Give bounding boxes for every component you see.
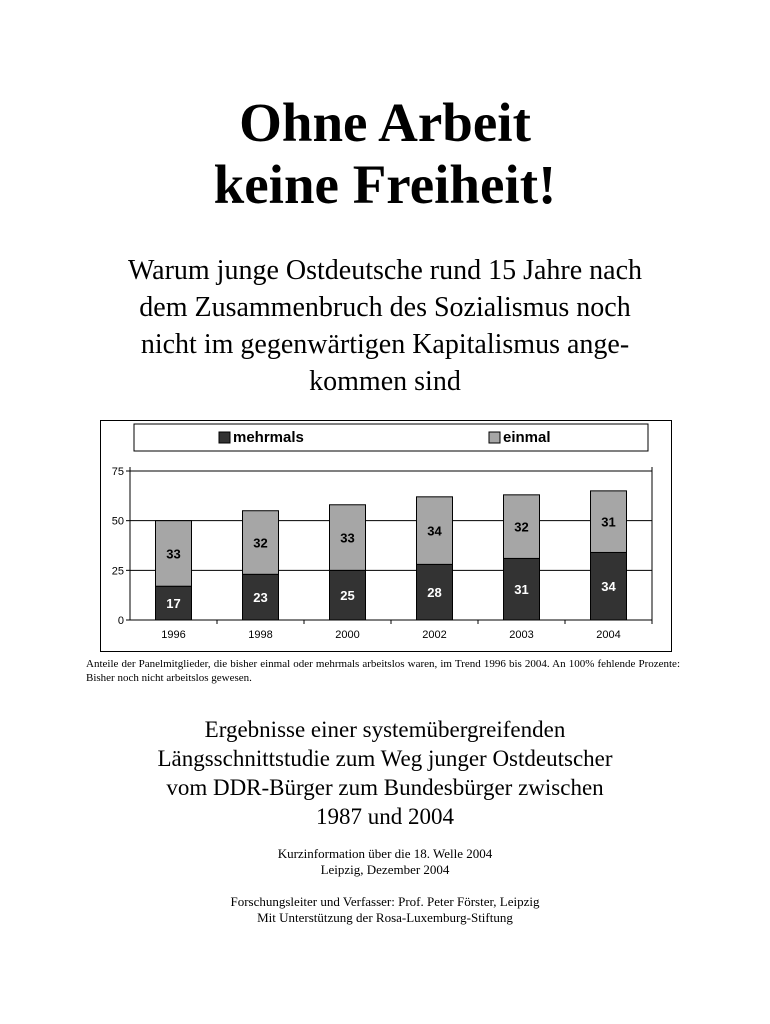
data-label-einmal-2002: 34 (427, 523, 442, 539)
results-line-4: 1987 und 2004 (316, 804, 454, 829)
data-label-einmal-1998: 32 (253, 535, 268, 551)
stacked-bar-chart (100, 420, 672, 652)
x-tick-label-1998: 1998 (248, 629, 273, 641)
document-subtitle (85, 252, 685, 400)
data-label-einmal-1996: 33 (166, 546, 181, 562)
data-label-mehrmals-1996: 17 (166, 596, 181, 612)
info-line-2: Leipzig, Dezember 2004 (320, 862, 450, 877)
chart-caption: Anteile der Panelmitglieder, die bisher einmal oder mehrmals arbeitslos waren, im Trend 1996 bis 2004. An 100% fehlende Prozente: Bisher noch nicht arbeitslos gewesen. (86, 658, 680, 684)
legend-swatch-mehrmals (219, 432, 230, 443)
title-line-2: keine Freiheit! (213, 154, 557, 215)
subtitle-line-3: nicht im gegenwärtigen Kapitalismus ange- (140, 329, 630, 360)
results-line-2: Längsschnittstudie zum Weg junger Ostdeutscher (157, 746, 613, 771)
document-title (0, 92, 770, 216)
x-tick-label-1996: 1996 (161, 629, 186, 641)
data-label-mehrmals-2000: 25 (340, 588, 355, 604)
legend-label-mehrmals: mehrmals (233, 429, 304, 446)
title-line-1: Ohne Arbeit (239, 92, 531, 153)
subtitle-line-2: dem Zusammenbruch des Sozialismus noch (139, 292, 631, 323)
data-label-einmal-2000: 33 (340, 530, 355, 546)
subtitle-line-1: Warum junge Ostdeutsche rund 15 Jahre nach (127, 255, 643, 286)
info-line-3: Forschungsleiter und Verfasser: Prof. Peter Förster, Leipzig (230, 894, 540, 909)
legend-box (134, 424, 648, 451)
x-tick-label-2000: 2000 (335, 629, 360, 641)
legend-label-einmal: einmal (503, 429, 551, 446)
info-line-1: Kurzinformation über die 18. Welle 2004 (277, 846, 493, 861)
y-tick-label-50: 50 (111, 515, 124, 528)
subtitle-line-4: kommen sind (309, 366, 461, 397)
publication-info (0, 846, 770, 878)
data-label-mehrmals-2002: 28 (427, 585, 442, 601)
info-line-4: Mit Unterstützung der Rosa-Luxemburg-Stiftung (257, 910, 513, 925)
data-label-mehrmals-1998: 23 (253, 590, 268, 606)
data-label-einmal-2003: 32 (514, 519, 529, 535)
data-label-einmal-2004: 31 (601, 514, 616, 530)
data-label-mehrmals-2004: 34 (601, 579, 616, 595)
x-tick-label-2002: 2002 (422, 629, 447, 641)
y-tick-label-0: 0 (117, 615, 124, 627)
data-label-mehrmals-2003: 31 (514, 582, 529, 598)
author-info (0, 894, 770, 926)
chart-svg (101, 421, 671, 651)
results-line-3: vom DDR-Bürger zum Bundesbürger zwischen (166, 775, 604, 800)
y-tick-label-25: 25 (111, 565, 124, 578)
x-tick-label-2003: 2003 (509, 629, 534, 641)
y-tick-label-75: 75 (111, 466, 124, 478)
results-line-1: Ergebnisse einer systemübergreifenden (204, 717, 566, 742)
x-tick-label-2004: 2004 (596, 629, 621, 641)
results-heading (90, 715, 680, 831)
legend-swatch-einmal (489, 432, 500, 443)
